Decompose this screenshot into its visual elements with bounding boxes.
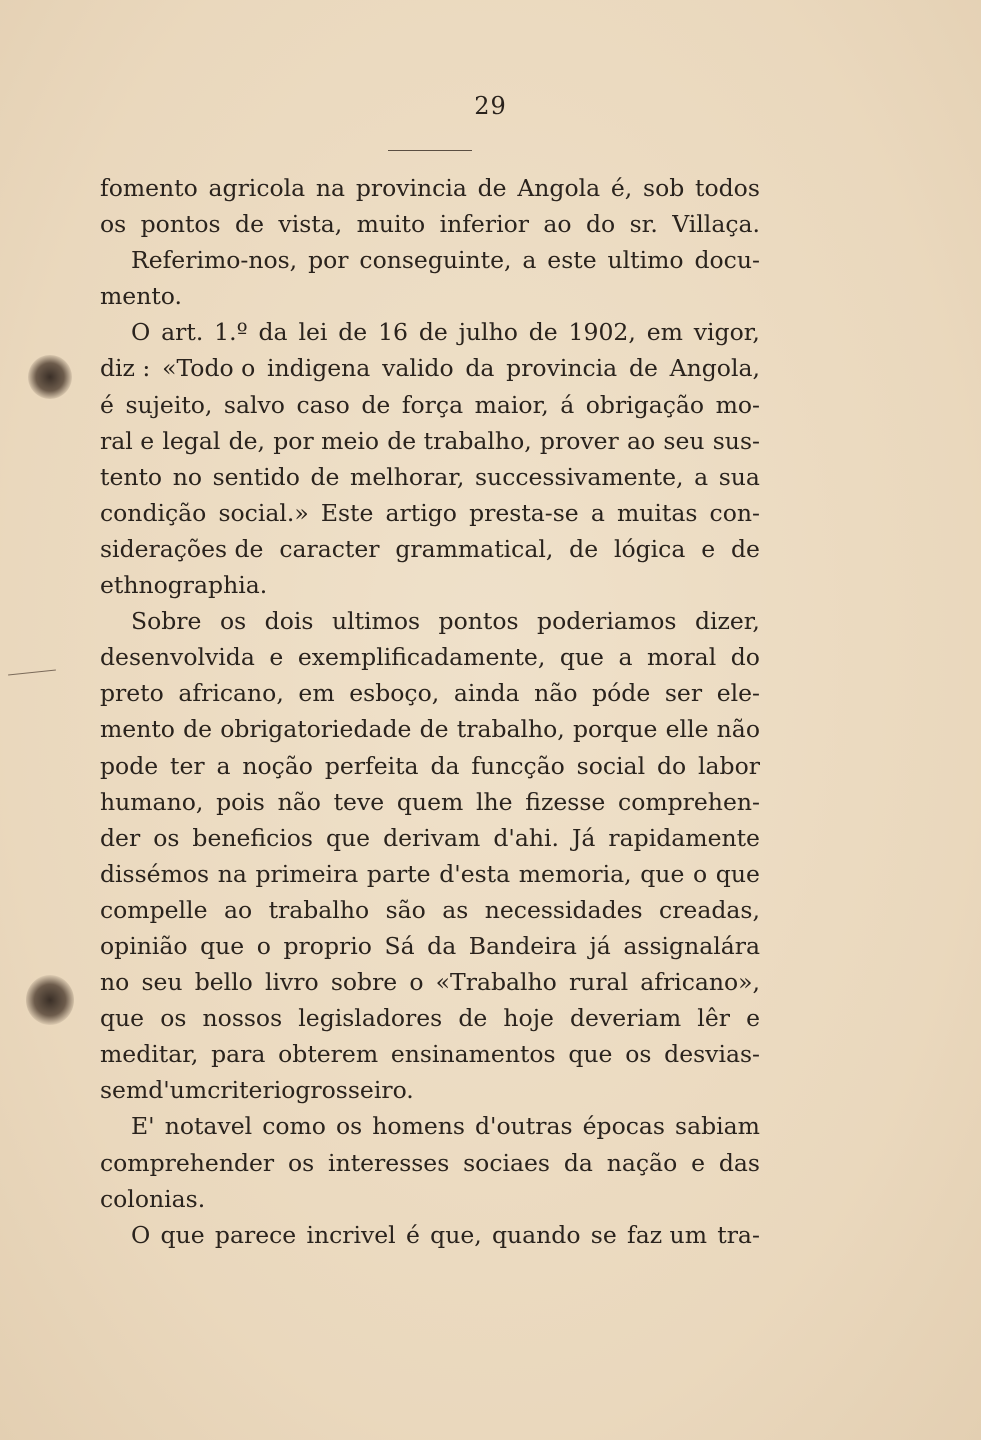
- text-line: [100, 206, 760, 242]
- word: parece: [214, 1220, 297, 1249]
- word: trabalho,: [456, 715, 565, 744]
- word: colonias.: [100, 1184, 206, 1213]
- word: á: [560, 390, 575, 419]
- body-text: [100, 170, 760, 1253]
- text-line: [100, 784, 760, 820]
- word: o: [256, 931, 271, 960]
- text-line: [100, 892, 760, 928]
- word: e: [691, 1148, 705, 1177]
- text-line: [100, 603, 760, 639]
- word: Bandeira: [468, 931, 577, 960]
- word: beneficios: [192, 823, 313, 852]
- word: criterio: [207, 1076, 296, 1105]
- word: no: [172, 462, 202, 491]
- word: diz :: [100, 354, 151, 383]
- word: já: [589, 931, 611, 960]
- word: creadas,: [659, 895, 760, 924]
- word: africano»,: [640, 968, 760, 997]
- word: vigor,: [693, 318, 760, 347]
- word: lêr: [697, 1004, 730, 1033]
- word: seu: [663, 426, 705, 455]
- word: da: [427, 931, 457, 960]
- word: de: [183, 715, 213, 744]
- word: de: [419, 715, 449, 744]
- word: opinião: [100, 931, 188, 960]
- word: mento: [100, 715, 175, 744]
- word: que: [640, 859, 685, 888]
- word: homens: [372, 1112, 465, 1141]
- word: sabiam: [675, 1112, 760, 1141]
- word: não: [277, 787, 321, 816]
- word: que: [200, 931, 245, 960]
- word: os: [219, 607, 247, 636]
- text-line: [100, 1000, 760, 1036]
- word: assignalára: [623, 931, 760, 960]
- word: que: [715, 859, 760, 888]
- word: grammatical,: [395, 534, 554, 563]
- text-line: [100, 314, 760, 350]
- word: memoria,: [518, 859, 632, 888]
- word: de trabalho,: [387, 426, 532, 455]
- text-line: [100, 1072, 760, 1108]
- word: de: [730, 534, 760, 563]
- word: desenvolvida: [100, 643, 255, 672]
- word: se: [590, 1220, 617, 1249]
- word: porque: [572, 715, 658, 744]
- word: agricola: [208, 174, 306, 202]
- word: Este: [320, 498, 374, 527]
- header-rule: [388, 150, 472, 151]
- word: nação: [606, 1148, 678, 1177]
- text-line: [100, 242, 760, 278]
- word: meditar,: [100, 1040, 199, 1069]
- word: 16: [378, 318, 408, 347]
- word: derivam: [383, 823, 481, 852]
- word: trabalho: [268, 895, 370, 924]
- word: do: [585, 210, 616, 239]
- word: docu-: [694, 246, 760, 275]
- word: na: [217, 859, 247, 888]
- word: elle: [665, 715, 709, 744]
- word: d'um: [148, 1076, 208, 1105]
- word: de: [477, 174, 507, 202]
- word: tento: [100, 462, 163, 491]
- word: necessidades: [484, 895, 643, 924]
- word: E': [131, 1112, 155, 1141]
- word: hoje: [503, 1004, 554, 1033]
- word: desvias-: [664, 1040, 760, 1069]
- word: «Trabalho: [435, 968, 557, 997]
- word: provincia: [355, 174, 467, 202]
- word: vista,: [278, 210, 343, 239]
- word: art.: [161, 318, 204, 347]
- word: da: [430, 751, 460, 780]
- word: sentido: [212, 462, 300, 491]
- word: não: [716, 715, 760, 744]
- word: sob: [643, 174, 685, 202]
- word: fomento: [100, 174, 198, 202]
- word: Angola,: [669, 354, 760, 383]
- word: ainda: [453, 679, 520, 708]
- word: siderações de: [100, 534, 264, 563]
- word: julho: [458, 318, 518, 347]
- word: de: [418, 318, 448, 347]
- word: este: [547, 246, 597, 275]
- word: sociaes: [463, 1148, 550, 1177]
- text-line: [100, 1036, 760, 1072]
- word: «Todo o: [162, 354, 256, 383]
- word: póde: [592, 679, 651, 708]
- word: ral e: [100, 426, 155, 455]
- text-line: [100, 1181, 760, 1217]
- word: dissémos: [100, 859, 210, 888]
- word: comprehen-: [618, 787, 760, 816]
- word: comprehender: [100, 1148, 275, 1177]
- word: caso: [296, 390, 350, 419]
- word: pontos: [140, 210, 221, 239]
- text-line: [100, 820, 760, 856]
- word: de: [361, 390, 391, 419]
- word: inferior: [439, 210, 529, 239]
- word: esboço,: [349, 679, 440, 708]
- word: da: [258, 318, 288, 347]
- word: que: [568, 1040, 613, 1069]
- word: moral: [647, 643, 717, 672]
- word: muitas: [616, 498, 698, 527]
- word: caracter: [279, 534, 380, 563]
- text-line: [100, 639, 760, 675]
- word: quando: [491, 1220, 581, 1249]
- word: fizesse: [525, 787, 606, 816]
- word: sua: [718, 462, 760, 491]
- word: ele-: [716, 679, 760, 708]
- text-line: [100, 711, 760, 747]
- word: de: [458, 1004, 488, 1033]
- word: que,: [430, 1220, 482, 1249]
- text-line: [100, 350, 760, 386]
- word: a: [522, 246, 537, 275]
- word: d'esta: [439, 859, 511, 888]
- word: em: [646, 318, 683, 347]
- word: seu: [141, 968, 183, 997]
- word: força: [401, 390, 464, 419]
- word: exemplificadamente,: [297, 643, 546, 672]
- word: parte: [366, 859, 431, 888]
- word: sr.: [629, 210, 658, 239]
- word: social: [576, 751, 646, 780]
- word: de: [528, 318, 558, 347]
- word: dois: [264, 607, 314, 636]
- word: ao: [543, 210, 572, 239]
- word: teve: [333, 787, 385, 816]
- text-line: [100, 423, 760, 459]
- word: pois: [216, 787, 265, 816]
- word: não: [534, 679, 578, 708]
- word: os: [160, 1004, 187, 1033]
- word: ensinamentos: [390, 1040, 556, 1069]
- word: Sobre: [131, 607, 202, 636]
- word: mento.: [100, 282, 182, 311]
- word: primeira: [255, 859, 359, 888]
- word: no: [100, 968, 130, 997]
- text-line: [100, 964, 760, 1000]
- word: noção: [242, 751, 313, 780]
- word: a: [216, 751, 231, 780]
- word: perfeita: [324, 751, 419, 780]
- word: d'ahi.: [493, 823, 559, 852]
- word: na: [315, 174, 346, 202]
- word: e: [701, 534, 716, 563]
- word: nossos: [202, 1004, 283, 1033]
- word: por meio: [273, 426, 380, 455]
- word: condição: [100, 498, 207, 527]
- word: indigena: [267, 354, 371, 383]
- word: con-: [709, 498, 760, 527]
- word: é: [405, 1220, 420, 1249]
- word: é,: [610, 174, 633, 202]
- word: sus-: [712, 426, 760, 455]
- word: e: [746, 1004, 760, 1033]
- word: os: [100, 210, 127, 239]
- word: lhe: [476, 787, 513, 816]
- word: mo-: [715, 390, 760, 419]
- word: da: [563, 1148, 593, 1177]
- word: a: [694, 462, 709, 491]
- word: são: [385, 895, 426, 924]
- word: muito: [356, 210, 426, 239]
- word: labor: [698, 751, 760, 780]
- word: os: [625, 1040, 652, 1069]
- margin-mark: [8, 669, 56, 675]
- text-line: [100, 278, 760, 314]
- word: faz um: [627, 1220, 707, 1249]
- word: o: [693, 859, 708, 888]
- word: obrigação: [585, 390, 705, 419]
- text-line: [100, 675, 760, 711]
- word: der: [100, 823, 141, 852]
- word: sobre: [330, 968, 398, 997]
- word: para: [211, 1040, 266, 1069]
- word: do: [656, 751, 687, 780]
- word: 1.º: [214, 318, 248, 347]
- word: grosseiro.: [295, 1076, 414, 1105]
- word: obrigatoriedade: [220, 715, 412, 744]
- word: de,: [228, 426, 266, 455]
- word: humano,: [100, 787, 204, 816]
- word: a: [590, 498, 605, 527]
- word: da: [465, 354, 495, 383]
- text-line: [100, 170, 760, 206]
- word: d'outras: [475, 1112, 573, 1141]
- word: deveriam: [570, 1004, 682, 1033]
- word: que: [100, 1004, 145, 1033]
- word: compelle: [100, 895, 208, 924]
- word: do: [730, 643, 760, 672]
- word: os: [153, 823, 180, 852]
- word: rural: [568, 968, 629, 997]
- word: em: [298, 679, 335, 708]
- text-line: [100, 531, 760, 567]
- word: ultimos: [331, 607, 421, 636]
- word: legal: [162, 426, 221, 455]
- word: interesses: [328, 1148, 450, 1177]
- text-line: [100, 1217, 760, 1253]
- word: o: [409, 968, 424, 997]
- word: melhorar,: [350, 462, 465, 491]
- word: conseguinte,: [359, 246, 512, 275]
- text-line: [100, 748, 760, 784]
- word: dizer,: [694, 607, 760, 636]
- word: poderiamos: [537, 607, 677, 636]
- word: como: [262, 1112, 326, 1141]
- word: ethnographia.: [100, 571, 268, 600]
- text-line: [100, 928, 760, 964]
- text-line: [100, 459, 760, 495]
- text-line: [100, 1145, 760, 1181]
- word: ao: [627, 426, 656, 455]
- word: O: [131, 1220, 151, 1249]
- word: incrivel: [306, 1220, 396, 1249]
- word: maior,: [474, 390, 549, 419]
- word: a: [618, 643, 633, 672]
- word: tra-: [717, 1220, 760, 1249]
- word: obterem: [278, 1040, 379, 1069]
- word: quem: [396, 787, 464, 816]
- word: ter: [170, 751, 205, 780]
- word: provincia: [506, 354, 618, 383]
- word: africano,: [178, 679, 284, 708]
- text-line: [100, 495, 760, 531]
- word: prover: [539, 426, 619, 455]
- word: Já: [571, 823, 596, 852]
- word: que: [559, 643, 604, 672]
- word: presta-se: [469, 498, 579, 527]
- word: de: [310, 462, 340, 491]
- word: que: [325, 823, 371, 852]
- word: e: [269, 643, 284, 672]
- word: é: [100, 390, 114, 419]
- word: épocas: [582, 1112, 665, 1141]
- word: Referimo-nos,: [131, 246, 298, 275]
- word: livro: [264, 968, 319, 997]
- word: ultimo: [607, 246, 684, 275]
- word: de: [628, 354, 658, 383]
- word: salvo: [223, 390, 285, 419]
- word: notavel: [164, 1112, 253, 1141]
- word: legisladores: [298, 1004, 443, 1033]
- word: de: [569, 534, 599, 563]
- text-line: [100, 387, 760, 423]
- word: 1902,: [568, 318, 636, 347]
- text-line: [100, 856, 760, 892]
- text-line: [100, 1108, 760, 1144]
- word: successivamente,: [475, 462, 684, 491]
- word: funcção: [471, 751, 565, 780]
- word: proprio: [283, 931, 372, 960]
- word: rapidamente: [608, 823, 760, 852]
- word: de: [338, 318, 368, 347]
- word: O: [131, 318, 151, 347]
- text-line: [100, 567, 760, 603]
- word: lei: [298, 318, 328, 347]
- word: bello: [194, 968, 253, 997]
- word: sem: [100, 1076, 149, 1105]
- word: as: [442, 895, 469, 924]
- word: ser: [664, 679, 703, 708]
- word: social.»: [218, 498, 309, 527]
- word: todos: [695, 174, 760, 202]
- word: Villaça.: [672, 210, 760, 239]
- word: que: [160, 1220, 205, 1249]
- margin-stain: [28, 355, 72, 399]
- word: Sá: [384, 931, 415, 960]
- word: preto: [100, 679, 164, 708]
- word: pode: [100, 751, 159, 780]
- page-number: 29: [474, 92, 507, 120]
- word: valido: [382, 354, 454, 383]
- word: de: [235, 210, 264, 239]
- word: Angola: [517, 174, 601, 202]
- word: sujeito,: [125, 390, 213, 419]
- word: pontos: [438, 607, 519, 636]
- word: das: [718, 1148, 760, 1177]
- word: os: [336, 1112, 363, 1141]
- word: artigo: [385, 498, 457, 527]
- word: lógica: [613, 534, 686, 563]
- word: os: [287, 1148, 315, 1177]
- word: por: [308, 246, 349, 275]
- word: ao: [223, 895, 253, 924]
- margin-stain: [26, 975, 74, 1025]
